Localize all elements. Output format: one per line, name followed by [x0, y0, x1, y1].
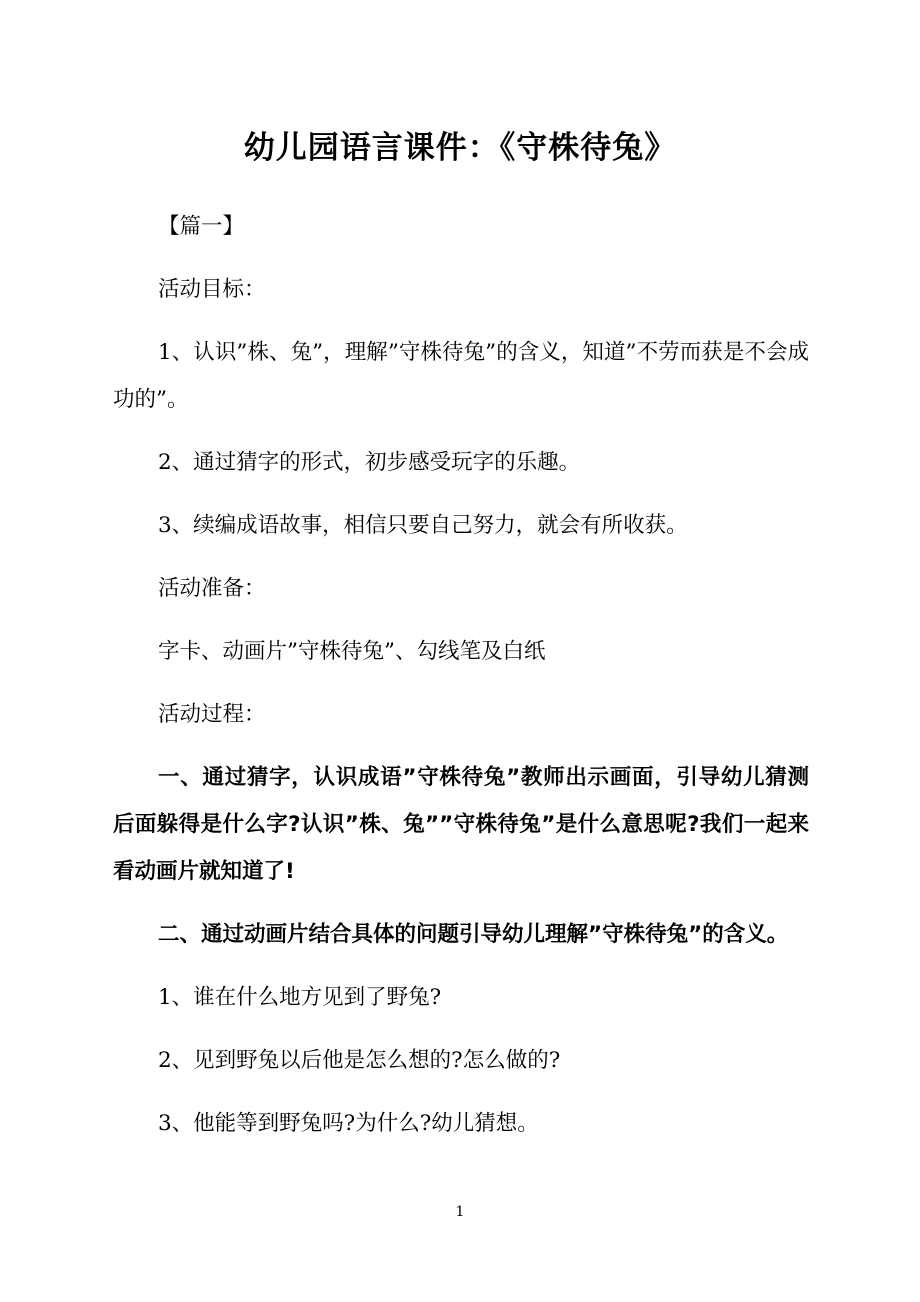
- paragraph: 活动目标：: [158, 277, 266, 302]
- paragraph: 1、谁在什么地方见到了野兔?: [158, 985, 442, 1010]
- paragraph: 3、他能等到野兔吗?为什么?幼儿猜想。: [158, 1111, 539, 1136]
- paragraph: 1、认识”株、兔”，理解”守株待兔”的含义，知道”不劳而获是不会成功的”。: [113, 340, 809, 412]
- paragraph: 活动准备：: [158, 576, 266, 601]
- document-body: [113, 203, 809, 1163]
- page-number: 1: [455, 1204, 465, 1220]
- bold-paragraph: 二、通过动画片结合具体的问题引导幼儿理解”守株待兔”的含义。: [158, 922, 789, 947]
- paragraph: 字卡、动画片”守株待兔”、勾线笔及白纸: [158, 639, 546, 664]
- paragraph: 3、续编成语故事，相信只要自己努力，就会有所收获。: [158, 513, 688, 538]
- paragraph: 活动过程：: [158, 702, 266, 727]
- paragraph: 2、见到野兔以后他是怎么想的?怎么做的?: [158, 1048, 561, 1073]
- bold-paragraph: 一、通过猜字，认识成语”守株待兔”教师出示画面，引导幼儿猜测后面躲得是什么字?认识”株、兔””守株待兔”是什么意思呢?我们一起来看动画片就知道了!: [113, 765, 809, 884]
- paragraph: 2、通过猜字的形式，初步感受玩字的乐趣。: [158, 450, 581, 475]
- document-title: 幼儿园语言课件：《守株待兔》: [243, 130, 677, 166]
- paragraph: 【篇一】: [158, 214, 245, 239]
